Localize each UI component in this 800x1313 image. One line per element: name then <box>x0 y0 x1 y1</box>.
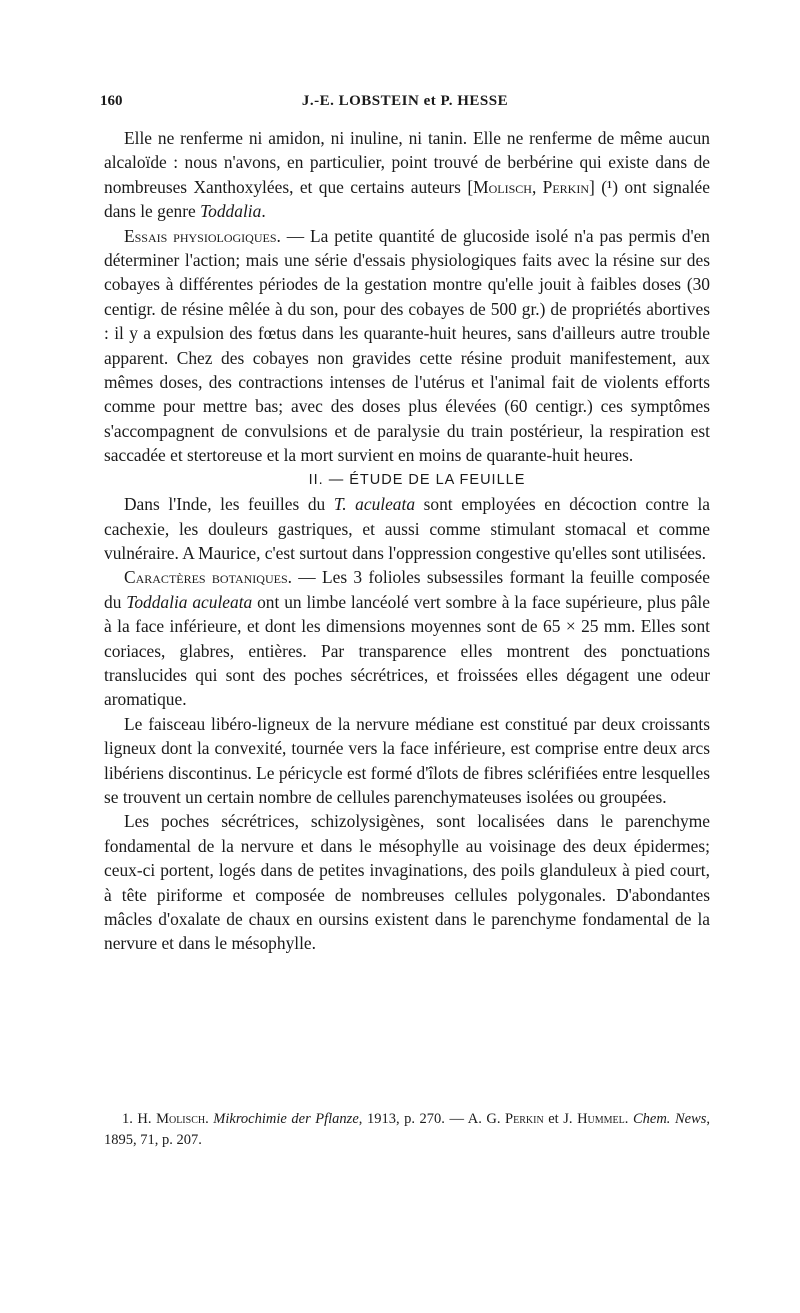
paragraph-uses <box>104 492 710 565</box>
section-title: II. — ÉTUDE DE LA FEUILLE <box>308 471 526 488</box>
text: — La petite quantité de glucoside isolé n'a pas permis d'en déterminer l'action; mais une série d'essais physiologiques faits avec la résine sur des cobayes à différentes périodes de la gestation montre qu'elle jouit à faibles doses (30 centigr. de résine mêlée à du son, pour des cobayes de 500 gr.) de propriétés abortives : il y a expulsion des fœtus dans les quarante-huit heures, sans d'ailleurs autre trouble apparent. Chez des cobayes non gravides cette résine produit manifestement, aux mêmes doses, des contractions intenses de l'utérus et l'animal fait de violents efforts comme pour mettre bas; avec des doses plus élevées (60 centigr.) ces symptômes s'accompagnent de convulsions et de paralysie du train postérieur, la respiration est saccadée et stertoreuse et la mort survient en moins de quarante-huit heures. <box>104 225 710 466</box>
text: 1. H. <box>122 1111 157 1127</box>
author-name: Perkin <box>505 1111 544 1127</box>
text: , 1895, 71, p. 207. <box>104 1111 711 1148</box>
text: , 1913, p. 270. — A. G. <box>358 1111 506 1127</box>
footnote-1 <box>104 1109 710 1151</box>
text: et J. <box>543 1111 578 1127</box>
cited-authors: Molisch, Perkin <box>473 176 590 197</box>
running-head-authors: J.-E. LOBSTEIN et P. HESSE <box>301 93 509 109</box>
species-name: T. aculeata <box>333 494 416 515</box>
text: ont un limbe lancéolé vert sombre à la face supérieure, plus pâle à la face inférieure, et dont les dimensions moyennes sont de 65 × 25 mm. Elles sont coriaces, glabres, entières. Par transparence elles montrent des ponctuations translucides qui sont des poches sécrétrices, et froissées elles dégagent une odeur aromatique. <box>104 591 710 710</box>
page-number: 160 <box>100 93 123 109</box>
author-name: Molisch <box>156 1111 206 1127</box>
text: . <box>624 1111 633 1127</box>
footnote <box>104 1109 710 1151</box>
paragraph-physiological-tests <box>104 224 710 468</box>
text: sont employées en décoction contre la cachexie, les douleurs gastriques, et aussi comme stimulant stomacal et comme vulnéraire. A Maurice, c'est surtout dans l'oppression congestive qu'elles sont utilisées. <box>104 494 710 563</box>
paragraph-botanical <box>104 565 710 711</box>
book-title: Mikrochimie der Pflanze <box>213 1111 359 1127</box>
text: Elle ne renferme ni amidon, ni inuline, ni tanin. Elle ne renferme de même aucun alcaloïde : nous n'avons, en particulier, point trouvé de berbérine qui existe dans de nombreuses Xanthoxylées, et que certains auteurs [ <box>104 128 710 197</box>
text: . <box>205 1111 214 1127</box>
text: Dans l'Inde, les feuilles du <box>124 494 334 515</box>
text: — Les 3 folioles subsessiles formant la feuille composée du <box>104 567 710 612</box>
paragraph-secretory-pockets: Les poches sécrétrices, schizolysigènes, sont localisées dans le parenchyme fondamental de la nervure et dans le mésophylle au voisinage des deux épidermes; ceux-ci portent, logés dans de petites invaginations, des poils glanduleux à pied court, à tête piriforme et composée de nombreuses cellules polygonales. D'abondantes mâcles d'oxalate de chaux en oursins existent dans le parenchyme fondamental de la nervure et dans le mésophylle. <box>104 811 710 954</box>
author-name: Hummel <box>577 1111 625 1127</box>
journal-title: Chem. News <box>632 1111 707 1127</box>
genus-name: Toddalia <box>200 201 262 222</box>
text: . <box>261 201 266 222</box>
running-header <box>100 93 710 119</box>
body-text <box>104 126 710 956</box>
species-name: Toddalia aculeata <box>126 591 253 612</box>
paragraph-vascular-bundle: Le faisceau libéro-ligneux de la nervure médiane est constitué par deux croissants ligneux dont la convexité, tournée vers la face inférieure, est comprise entre deux arcs libériens discontinus. Le péricycle est formé d'îlots de fibres sclérifiées entre lesquelles se trouvent un certain nombre de cellules parenchymateuses isolées ou groupées. <box>104 713 710 807</box>
paragraph-composition <box>104 126 710 224</box>
text: ] (¹) ont signalée dans le genre <box>104 176 710 222</box>
paragraph-heading: Caractères botaniques. <box>124 567 292 588</box>
paragraph-heading: Essais physiologiques. <box>124 225 281 246</box>
